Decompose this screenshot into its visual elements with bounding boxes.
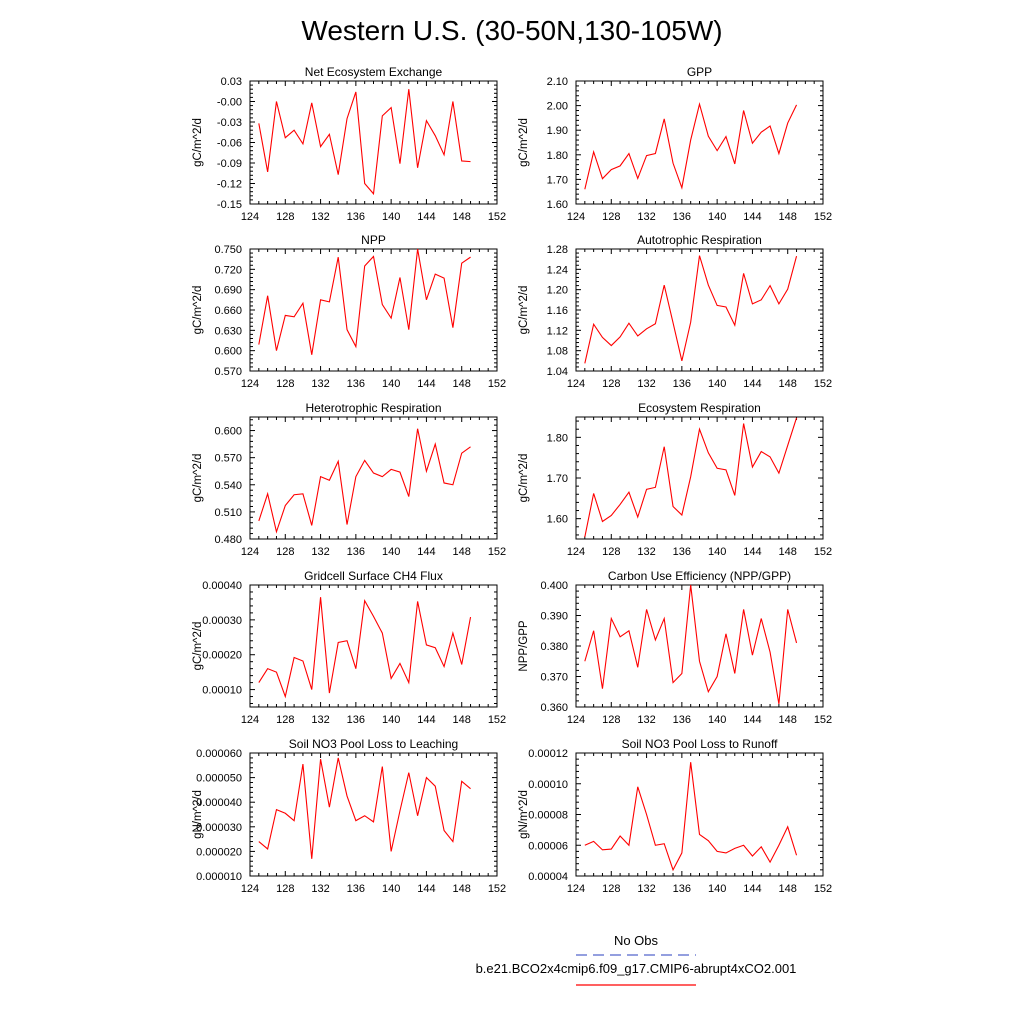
y-axis-label: gC/m^2/d xyxy=(192,621,204,671)
y-tick-label: 0.660 xyxy=(214,305,242,317)
x-tick-label: 136 xyxy=(672,714,692,726)
x-tick-label: 148 xyxy=(452,378,471,390)
y-tick-label: 0.00004 xyxy=(528,871,568,883)
y-tick-label: 1.60 xyxy=(546,513,568,526)
y-tick-label: 0.630 xyxy=(214,325,242,338)
y-tick-label: 1.12 xyxy=(546,325,568,338)
y-tick-label: 0.750 xyxy=(214,244,242,256)
series-line xyxy=(585,418,797,537)
x-tick-label: 132 xyxy=(637,378,656,390)
x-tick-label: 140 xyxy=(381,546,401,558)
x-tick-label: 148 xyxy=(778,546,797,558)
panel-autotrophic-respiration xyxy=(518,233,832,390)
x-tick-label: 136 xyxy=(672,211,692,223)
y-axis-label: gC/m^2/d xyxy=(192,285,204,335)
plot-frame xyxy=(576,81,823,204)
y-tick-label: -0.12 xyxy=(216,178,242,191)
series-line xyxy=(585,762,797,870)
x-tick-label: 124 xyxy=(566,714,586,726)
x-tick-label: 148 xyxy=(452,883,471,895)
y-tick-label: 0.00010 xyxy=(202,684,242,697)
x-tick-label: 140 xyxy=(707,714,727,726)
x-tick-label: 152 xyxy=(487,211,507,223)
y-tick-label: 1.16 xyxy=(546,305,568,317)
x-tick-label: 136 xyxy=(346,546,366,558)
y-tick-label: 1.80 xyxy=(546,432,568,445)
y-axis-label: gC/m^2/d xyxy=(192,118,204,167)
y-tick-label: -0.03 xyxy=(216,117,242,129)
y-tick-label: 0.00020 xyxy=(202,649,242,662)
y-tick-label: 2.10 xyxy=(546,76,568,88)
x-tick-label: 148 xyxy=(452,546,471,558)
x-tick-label: 144 xyxy=(417,211,436,223)
y-tick-label: 0.720 xyxy=(214,264,242,277)
y-tick-label: 0.540 xyxy=(214,479,242,492)
x-tick-label: 128 xyxy=(276,546,295,558)
x-tick-label: 148 xyxy=(778,378,797,390)
plot-frame xyxy=(250,417,497,539)
x-tick-label: 144 xyxy=(743,714,762,726)
x-tick-label: 136 xyxy=(672,546,692,558)
panel-title: Autotrophic Respiration xyxy=(637,233,762,247)
x-tick-label: 124 xyxy=(566,211,586,223)
x-tick-label: 124 xyxy=(566,546,586,558)
y-tick-label: 0.00040 xyxy=(202,580,242,592)
series-line xyxy=(259,89,471,194)
x-tick-label: 124 xyxy=(240,883,260,895)
x-tick-label: 148 xyxy=(778,714,797,726)
plot-frame xyxy=(250,81,497,204)
x-tick-label: 140 xyxy=(707,883,727,895)
y-tick-label: 0.000040 xyxy=(196,797,242,810)
panel-title: NPP xyxy=(361,233,386,247)
x-tick-label: 144 xyxy=(417,883,436,895)
x-tick-label: 140 xyxy=(381,883,401,895)
x-tick-label: 140 xyxy=(707,546,727,558)
y-tick-label: 1.70 xyxy=(546,473,568,485)
legend-label-no-obs: No Obs xyxy=(613,933,659,948)
x-tick-label: 148 xyxy=(778,883,797,895)
x-tick-label: 128 xyxy=(276,378,295,390)
x-tick-label: 140 xyxy=(707,211,727,223)
x-tick-label: 128 xyxy=(602,714,621,726)
y-tick-label: 1.08 xyxy=(546,345,568,358)
y-tick-label: 0.00030 xyxy=(202,614,242,627)
x-tick-label: 128 xyxy=(602,378,621,390)
y-tick-label: 0.000030 xyxy=(196,821,242,834)
x-tick-label: 132 xyxy=(311,714,330,726)
x-tick-label: 124 xyxy=(240,378,260,390)
y-tick-label: 1.60 xyxy=(546,199,568,211)
x-tick-label: 124 xyxy=(566,883,586,895)
x-tick-label: 124 xyxy=(566,378,586,390)
x-tick-label: 152 xyxy=(813,378,833,390)
series-line xyxy=(259,249,471,355)
x-tick-label: 148 xyxy=(778,211,797,223)
plot-frame xyxy=(250,249,497,371)
panel-title: Heterotrophic Respiration xyxy=(305,401,442,415)
x-tick-label: 152 xyxy=(487,883,507,895)
series-line xyxy=(259,758,471,859)
y-tick-label: 0.480 xyxy=(214,534,242,546)
x-tick-label: 144 xyxy=(743,378,762,390)
y-tick-label: 2.00 xyxy=(546,100,568,113)
x-tick-label: 152 xyxy=(813,546,833,558)
y-axis-label: gN/m^2/d xyxy=(192,790,204,839)
y-tick-label: 0.600 xyxy=(214,345,242,358)
x-tick-label: 152 xyxy=(487,714,507,726)
x-tick-label: 144 xyxy=(743,211,762,223)
y-tick-label: 0.00008 xyxy=(528,809,568,822)
panel-ecosystem-respiration xyxy=(518,401,832,558)
x-tick-label: 144 xyxy=(417,378,436,390)
y-tick-label: 0.380 xyxy=(540,641,568,653)
panel-net-ecosystem-exchange xyxy=(192,65,506,223)
figure-title: Western U.S. (30-50N,130-105W) xyxy=(301,15,723,46)
y-tick-label: -0.00 xyxy=(216,96,242,109)
panel-title: GPP xyxy=(686,65,713,79)
x-tick-label: 136 xyxy=(672,378,692,390)
y-tick-label: 1.28 xyxy=(546,244,568,256)
series-line xyxy=(585,585,797,704)
y-tick-label: 1.24 xyxy=(546,264,568,277)
x-tick-label: 144 xyxy=(417,546,436,558)
x-tick-label: 128 xyxy=(276,211,295,223)
x-tick-label: 144 xyxy=(417,714,436,726)
x-tick-label: 144 xyxy=(743,883,762,895)
x-tick-label: 124 xyxy=(240,546,260,558)
panel-title: Soil NO3 Pool Loss to Runoff xyxy=(621,737,778,751)
series-line xyxy=(585,256,797,364)
x-tick-label: 136 xyxy=(346,883,366,895)
series-line xyxy=(585,104,797,189)
x-tick-label: 152 xyxy=(813,883,833,895)
y-tick-label: 0.03 xyxy=(220,76,242,88)
x-tick-label: 132 xyxy=(311,211,330,223)
y-tick-label: 0.570 xyxy=(214,452,242,465)
panel-title: Carbon Use Efficiency (NPP/GPP) xyxy=(607,569,792,583)
y-axis-label: gC/m^2/d xyxy=(518,118,530,167)
x-tick-label: 152 xyxy=(813,211,833,223)
x-tick-label: 140 xyxy=(381,714,401,726)
legend-label-run: b.e21.BCO2x4cmip6.f09_g17.CMIP6-abrupt4xCO2.001 xyxy=(475,961,797,976)
y-tick-label: 1.80 xyxy=(546,149,568,162)
y-tick-label: 0.000050 xyxy=(196,772,242,785)
panel-gpp xyxy=(518,65,832,223)
x-tick-label: 128 xyxy=(276,714,295,726)
panel-title: Soil NO3 Pool Loss to Leaching xyxy=(288,737,459,751)
y-tick-label: 0.690 xyxy=(214,284,242,297)
y-axis-label: NPP/GPP xyxy=(518,620,530,672)
y-tick-label: 0.400 xyxy=(540,580,568,592)
plot-frame xyxy=(576,585,823,707)
panel-npp xyxy=(192,233,506,390)
x-tick-label: 132 xyxy=(637,883,656,895)
panel-title: Ecosystem Respiration xyxy=(638,401,761,415)
x-tick-label: 128 xyxy=(602,211,621,223)
y-tick-label: 0.00010 xyxy=(528,778,568,791)
x-tick-label: 132 xyxy=(311,546,330,558)
y-axis-label: gN/m^2/d xyxy=(518,790,530,839)
panel-soil-no3-pool-loss-to-leaching xyxy=(192,737,506,895)
panel-soil-no3-pool-loss-to-runoff xyxy=(518,737,832,895)
y-tick-label: 1.70 xyxy=(546,174,568,187)
y-tick-label: 0.390 xyxy=(540,610,568,623)
x-tick-label: 152 xyxy=(487,546,507,558)
x-tick-label: 124 xyxy=(240,714,260,726)
y-axis-label: gC/m^2/d xyxy=(518,285,530,335)
x-tick-label: 136 xyxy=(346,211,366,223)
plot-frame xyxy=(576,753,823,876)
x-tick-label: 140 xyxy=(381,378,401,390)
panel-heterotrophic-respiration xyxy=(192,401,506,558)
panel-grid xyxy=(192,65,832,895)
x-tick-label: 132 xyxy=(311,883,330,895)
x-tick-label: 128 xyxy=(276,883,295,895)
series-line xyxy=(259,597,471,696)
y-tick-label: 0.510 xyxy=(214,506,242,519)
x-tick-label: 144 xyxy=(743,546,762,558)
x-tick-label: 128 xyxy=(602,546,621,558)
x-tick-label: 148 xyxy=(452,211,471,223)
panel-title: Gridcell Surface CH4 Flux xyxy=(304,569,443,583)
x-tick-label: 152 xyxy=(487,378,507,390)
y-tick-label: 1.04 xyxy=(546,366,568,378)
y-tick-label: 0.000020 xyxy=(196,846,242,859)
x-tick-label: 132 xyxy=(637,546,656,558)
y-tick-label: -0.09 xyxy=(216,158,242,170)
x-tick-label: 132 xyxy=(311,378,330,390)
panel-gridcell-surface-ch4-flux xyxy=(192,569,506,726)
y-tick-label: 0.00012 xyxy=(528,748,568,760)
plot-frame xyxy=(576,417,823,539)
x-tick-label: 128 xyxy=(602,883,621,895)
x-tick-label: 140 xyxy=(381,211,401,223)
x-tick-label: 136 xyxy=(672,883,692,895)
x-tick-label: 148 xyxy=(452,714,471,726)
y-tick-label: 0.570 xyxy=(214,366,242,378)
y-tick-label: 1.90 xyxy=(546,125,568,138)
y-tick-label: 0.00006 xyxy=(528,840,568,853)
y-tick-label: 0.370 xyxy=(540,671,568,684)
legend xyxy=(476,933,797,985)
x-tick-label: 132 xyxy=(637,714,656,726)
y-tick-label: -0.15 xyxy=(216,199,242,211)
plot-frame xyxy=(576,249,823,371)
panel-carbon-use-efficiency-npp-gpp xyxy=(518,569,832,726)
y-axis-label: gC/m^2/d xyxy=(192,453,204,503)
x-tick-label: 136 xyxy=(346,378,366,390)
x-tick-label: 132 xyxy=(637,211,656,223)
y-axis-label: gC/m^2/d xyxy=(518,453,530,503)
series-line xyxy=(259,429,471,532)
x-tick-label: 140 xyxy=(707,378,727,390)
x-tick-label: 136 xyxy=(346,714,366,726)
y-tick-label: 0.360 xyxy=(540,702,568,714)
y-tick-label: -0.06 xyxy=(216,137,242,150)
y-tick-label: 0.600 xyxy=(214,425,242,438)
y-tick-label: 0.000060 xyxy=(196,748,242,760)
panel-title: Net Ecosystem Exchange xyxy=(304,65,443,79)
x-tick-label: 152 xyxy=(813,714,833,726)
x-tick-label: 124 xyxy=(240,211,260,223)
y-tick-label: 1.20 xyxy=(546,284,568,297)
y-tick-label: 0.000010 xyxy=(196,871,242,883)
